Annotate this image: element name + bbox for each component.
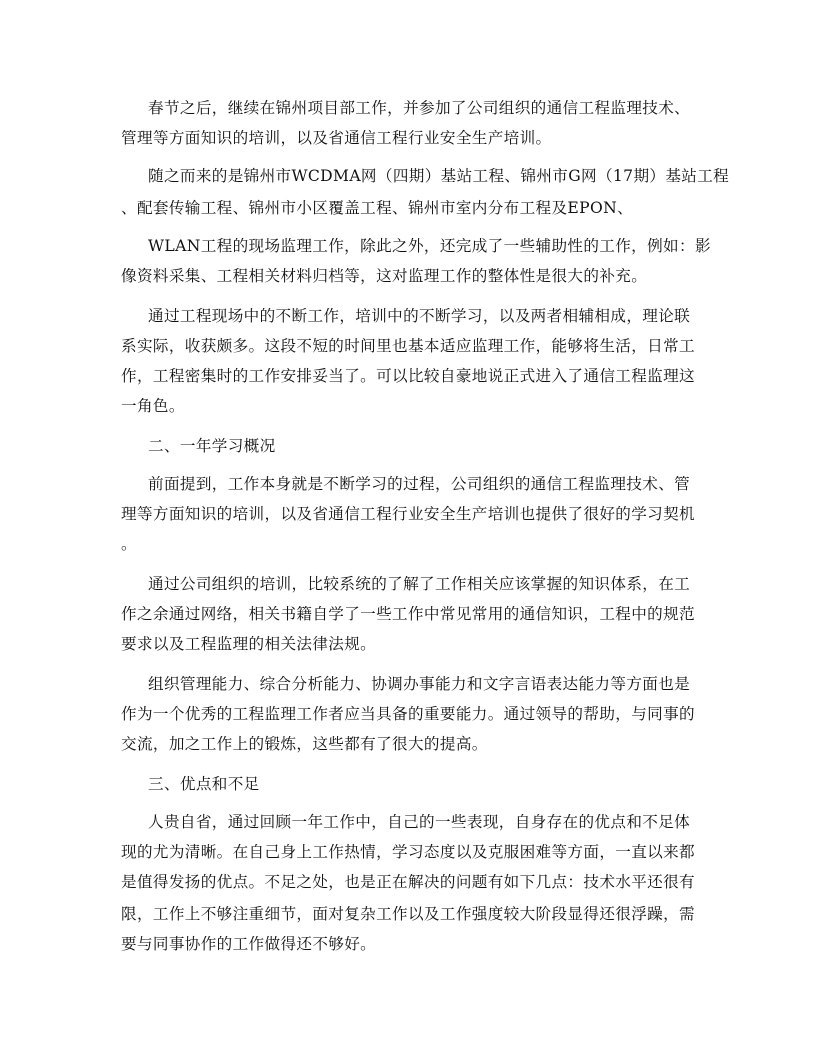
para-4-line-4: 一角色。 (121, 397, 185, 415)
para-4-line-3: 作，工程密集时的工作安排妥当了。可以比较自豪地说正式进入了通信工程监理这 (121, 367, 695, 385)
para-8-line-5: 要与同事协作的工作做得还不够好。 (121, 935, 377, 953)
para-5-line-2: 理等方面知识的培训，以及省通信工程行业安全生产培训也提供了很好的学习契机 (121, 505, 695, 523)
para-7-line-2: 作为一个优秀的工程监理工作者应当具备的重要能力。通过领导的帮助，与同事的 (121, 705, 695, 723)
para-8-line-1: 人贵自省，通过回顾一年工作中，自己的一些表现，自身存在的优点和不足体 (148, 813, 691, 831)
para-2-line-1: 随之而来的是锦州市WCDMA网（四期）基站工程、锦州市G网（17期）基站工程 (148, 167, 730, 185)
section-heading-3: 三、优点和不足 (148, 775, 260, 793)
para-2-line-2: 、配套传输工程、锦州市小区覆盖工程、锦州市室内分布工程及EPON、 (121, 199, 634, 217)
para-3-line-1: WLAN工程的现场监理工作，除此之外，还完成了一些辅助性的工作，例如：影 (148, 237, 711, 255)
para-5-line-1: 前面提到，工作本身就是不断学习的过程，公司组织的通信工程监理技术、管 (148, 475, 691, 493)
section-heading-2: 二、一年学习概况 (148, 437, 276, 455)
para-3-line-2: 像资料采集、工程相关材料归档等，这对监理工作的整体性是很大的补充。 (121, 267, 648, 285)
para-8-line-2: 现的尤为清晰。在自己身上工作热情，学习态度以及克服困难等方面，一直以来都 (121, 843, 695, 861)
para-1-line-1: 春节之后，继续在锦州项目部工作，并参加了公司组织的通信工程监理技术、 (148, 99, 691, 117)
para-6-line-3: 要求以及工程监理的相关法律法规。 (121, 635, 377, 653)
para-4-line-1: 通过工程现场中的不断工作，培训中的不断学习，以及两者相辅相成，理论联 (148, 307, 691, 325)
para-7-line-3: 交流，加之工作上的锻炼，这些都有了很大的提高。 (121, 735, 488, 753)
para-8-line-3: 是值得发扬的优点。不足之处，也是正在解决的问题有如下几点：技术水平还很有 (121, 873, 695, 891)
para-8-line-4: 限，工作上不够注重细节，面对复杂工作以及工作强度较大阶段显得还很浮躁，需 (121, 905, 695, 923)
para-7-line-1: 组织管理能力、综合分析能力、协调办事能力和文字言语表达能力等方面也是 (148, 675, 691, 693)
para-5-line-3: 。 (121, 535, 137, 553)
para-6-line-2: 作之余通过网络，相关书籍自学了一些工作中常见常用的通信知识，工程中的规范 (121, 605, 695, 623)
para-4-line-2: 系实际，收获颇多。这段不短的时间里也基本适应监理工作，能够将生活，日常工 (121, 337, 695, 355)
para-1-line-2: 管理等方面知识的培训，以及省通信工程行业安全生产培训。 (121, 129, 552, 147)
para-6-line-1: 通过公司组织的培训，比较系统的了解了工作相关应该掌握的知识体系，在工 (148, 575, 691, 593)
